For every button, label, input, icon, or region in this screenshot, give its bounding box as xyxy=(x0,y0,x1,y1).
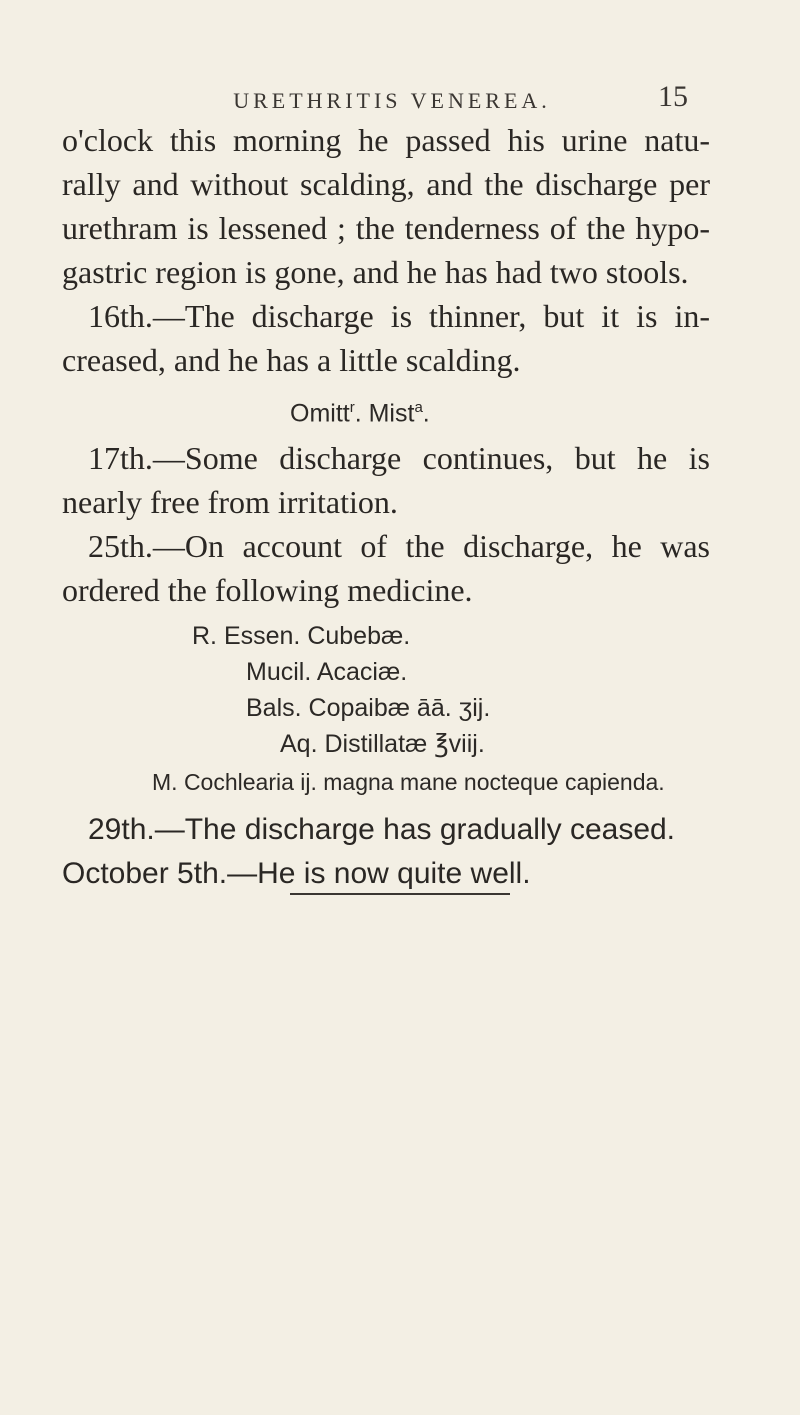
recipe-line: R. Essen. Cubebæ. xyxy=(192,622,411,650)
omit-note: Omitt$^r$. Mist$^a$. xyxy=(290,399,430,428)
closing-rule xyxy=(290,893,510,895)
page-number: 15 xyxy=(658,80,688,113)
text-line: nearly free from irritation. xyxy=(62,484,398,520)
text-line: 17th.—Some discharge continues, but he is xyxy=(88,440,710,476)
text-line: creased, and he has a little scalding. xyxy=(62,342,521,378)
text-line: 25th.—On account of the discharge, he was xyxy=(88,528,710,564)
running-head xyxy=(0,80,800,122)
text-line: 16th.—The discharge is thinner, but it is in- xyxy=(88,298,710,334)
recipe-line: Aq. Distillatæ ℥viij. xyxy=(280,730,485,758)
recipe-line: Bals. Copaibæ āā. ʒij. xyxy=(246,694,491,722)
text-line: October 5th.—He is now quite well. xyxy=(62,857,531,890)
recipe-line: M. Cochlearia ij. magna mane nocteque capienda. xyxy=(152,769,665,795)
text-line: rally and without scalding, and the discharge per xyxy=(62,166,710,202)
text-line: gastric region is gone, and he has had two stools. xyxy=(62,254,689,290)
text-line: urethram is lessened ; the tenderness of the hypo- xyxy=(62,210,710,246)
recipe-line: Mucil. Acaciæ. xyxy=(246,658,408,686)
text-line: ordered the following medicine. xyxy=(62,572,473,608)
text-line: o'clock this morning he passed his urine natu- xyxy=(62,122,710,158)
running-title: URETHRITIS VENEREA. xyxy=(233,88,551,113)
text-line: 29th.—The discharge has gradually ceased. xyxy=(88,813,676,846)
